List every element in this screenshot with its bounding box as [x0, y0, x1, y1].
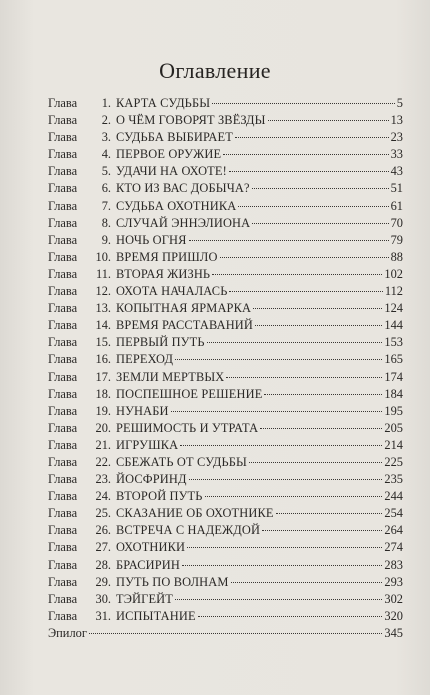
dot-leader — [205, 496, 383, 497]
dot-leader — [276, 513, 383, 514]
toc-entry — [48, 180, 403, 197]
toc-entry — [48, 471, 403, 488]
toc-entry-title: РЕШИМОСТЬ И УТРАТА — [116, 420, 259, 435]
toc-entry-number: 10. — [95, 249, 111, 264]
toc-entry-number: 1. — [101, 96, 111, 110]
toc-entry-prefix: Глава — [48, 113, 78, 128]
toc-entry-page: 184 — [384, 386, 403, 401]
toc-entry-prefix: Глава — [48, 130, 78, 145]
dot-leader — [175, 359, 382, 360]
toc-entry — [48, 112, 403, 129]
toc-entry — [48, 215, 403, 232]
toc-entry-number: 20. — [95, 420, 111, 435]
toc-entry — [48, 488, 403, 505]
toc-entry-number: 24. — [95, 489, 111, 504]
toc-entry — [48, 454, 403, 471]
toc-entry-prefix: Глава — [48, 198, 78, 213]
dot-leader — [182, 565, 382, 566]
toc-entry-number: 13. — [95, 301, 111, 316]
dot-leader — [235, 137, 389, 138]
toc-entry — [48, 369, 403, 386]
toc-entry-number: 11. — [95, 266, 111, 281]
dot-leader — [260, 428, 382, 429]
toc-entry-title: УДАЧИ НА ОХОТЕ! — [116, 164, 227, 179]
toc-entry — [48, 625, 403, 642]
toc-entry-number: 15. — [95, 335, 111, 350]
dot-leader — [189, 479, 383, 480]
toc-entry-number: 29. — [95, 574, 111, 589]
toc-entry-page: 144 — [384, 318, 403, 333]
toc-entry — [48, 163, 403, 180]
toc-entry — [48, 505, 403, 522]
toc-entry-prefix: Глава — [48, 386, 78, 401]
dot-leader — [226, 377, 382, 378]
toc-entry — [48, 591, 403, 608]
dot-leader — [264, 394, 382, 395]
toc-entry — [48, 608, 403, 625]
toc-entry-number: 4. — [101, 147, 111, 162]
toc-entry — [48, 266, 403, 283]
toc-entry-title: СЛУЧАЙ ЭННЭЛИОНА — [116, 215, 251, 230]
dot-leader — [223, 154, 388, 155]
dot-leader — [252, 188, 389, 189]
toc-entry-title: ВСТРЕЧА С НАДЕЖДОЙ — [116, 523, 261, 538]
toc-entry-title: ОХОТА НАЧАЛАСЬ — [116, 284, 228, 299]
toc-entry-prefix: Глава — [48, 403, 78, 418]
toc-entry-title: БРАСИРИН — [116, 557, 180, 572]
toc-entry-title: ОХОТНИКИ — [116, 540, 186, 555]
dot-leader — [252, 223, 388, 224]
toc-entry-number: 19. — [95, 403, 111, 418]
toc-entry — [48, 95, 403, 112]
toc-entry-prefix: Глава — [48, 369, 78, 384]
dot-leader — [180, 445, 382, 446]
toc-entry — [48, 129, 403, 146]
toc-entry-prefix: Глава — [48, 489, 78, 504]
dot-leader — [198, 616, 383, 617]
toc-entry-page: 51 — [390, 181, 403, 196]
toc-entry-page: 302 — [384, 591, 403, 606]
toc-entry-prefix: Глава — [48, 540, 78, 555]
toc-entry-prefix: Глава — [48, 96, 78, 110]
toc-entry-page: 70 — [390, 215, 403, 230]
dot-leader — [189, 240, 389, 241]
toc-entry — [48, 198, 403, 215]
toc-entry — [48, 574, 403, 591]
toc-entry-page: 79 — [390, 232, 403, 247]
toc-entry-number: 28. — [95, 557, 111, 572]
toc-entry-prefix: Глава — [48, 181, 78, 196]
toc-entry-number: 31. — [95, 608, 111, 623]
toc-entry-title: НУНАБИ — [116, 403, 169, 418]
toc-entry-prefix: Глава — [48, 608, 78, 623]
toc-entry-prefix: Эпилог — [48, 625, 87, 640]
toc-entry — [48, 232, 403, 249]
toc-entry-prefix: Глава — [48, 523, 78, 538]
toc-entry — [48, 351, 403, 368]
toc-entry — [48, 403, 403, 420]
toc-entry-prefix: Глава — [48, 301, 78, 316]
toc-entry — [48, 300, 403, 317]
dot-leader — [253, 308, 382, 309]
toc-entry-page: 33 — [390, 147, 403, 162]
toc-entry-page: 13 — [390, 113, 403, 128]
dot-leader — [231, 582, 383, 583]
dot-leader — [229, 171, 389, 172]
toc-entry-page: 124 — [384, 301, 403, 316]
toc-entry-page: 274 — [384, 540, 403, 555]
toc-entry — [48, 420, 403, 437]
toc-entry — [48, 522, 403, 539]
toc-entry-prefix: Глава — [48, 147, 78, 162]
dot-leader — [220, 257, 389, 258]
dot-leader — [175, 599, 382, 600]
toc-entry-prefix: Глава — [48, 215, 78, 230]
toc-entry-prefix: Глава — [48, 472, 78, 487]
dot-leader — [262, 530, 382, 531]
page-title: Оглавление — [159, 58, 271, 83]
toc-entry-title: ЗЕМЛИ МЕРТВЫХ — [116, 369, 225, 384]
toc-entry-page: 43 — [390, 164, 403, 179]
toc-entry-prefix: Глава — [48, 454, 78, 469]
toc-entry-number: 27. — [95, 540, 111, 555]
toc-entry-title: О ЧЁМ ГОВОРЯТ ЗВЁЗДЫ — [116, 113, 266, 128]
toc-entry-page: 244 — [384, 489, 403, 504]
toc-entry-number: 8. — [101, 215, 111, 230]
toc-entry-title: ВРЕМЯ ПРИШЛО — [116, 249, 218, 264]
toc-entry — [48, 334, 403, 351]
toc-entry — [48, 539, 403, 556]
dot-leader — [238, 206, 388, 207]
toc-entry-prefix: Глава — [48, 437, 78, 452]
toc-entry-title: ИГРУШКА — [116, 437, 179, 452]
toc-entry — [48, 249, 403, 266]
dot-leader — [89, 633, 383, 634]
toc-entry-number: 17. — [95, 369, 111, 384]
dot-leader — [212, 103, 395, 104]
toc-entry-prefix: Глава — [48, 557, 78, 572]
toc-entry-number: 18. — [95, 386, 111, 401]
toc-entry-page: 264 — [384, 523, 403, 538]
toc-entry-title: ЙОСФРИНД — [116, 472, 187, 487]
toc-entry-number: 21. — [95, 437, 111, 452]
toc-entry-title: ПОСПЕШНОЕ РЕШЕНИЕ — [116, 386, 263, 401]
toc-entry-page: 102 — [384, 266, 403, 281]
toc-entry-prefix: Глава — [48, 164, 78, 179]
dot-leader — [171, 411, 383, 412]
toc-entry-prefix: Глава — [48, 335, 78, 350]
toc-entry-prefix: Глава — [48, 249, 78, 264]
toc-entry-number: 5. — [101, 164, 111, 179]
toc-entry-title: КОПЫТНАЯ ЯРМАРКА — [116, 301, 252, 316]
toc-entry-page: 293 — [384, 574, 403, 589]
toc-entry-number: 30. — [95, 591, 111, 606]
toc-entry-number: 22. — [95, 454, 111, 469]
toc-entry-page: 112 — [384, 284, 403, 299]
toc-entry-number: 7. — [101, 198, 111, 213]
toc-entry-prefix: Глава — [48, 506, 78, 521]
toc-entry-number: 9. — [101, 232, 111, 247]
toc-entry-page: 345 — [384, 625, 403, 640]
toc-entry-number: 6. — [101, 181, 111, 196]
toc-entry — [48, 557, 403, 574]
toc-entry — [48, 437, 403, 454]
dot-leader — [187, 547, 382, 548]
toc-entry-page: 88 — [390, 249, 403, 264]
toc-entry-number: 25. — [95, 506, 111, 521]
toc-entry-title: ТЭЙГЕЙТ — [116, 591, 173, 606]
toc-entry — [48, 146, 403, 163]
toc-entry-page: 5 — [396, 96, 403, 110]
toc-entry-prefix: Глава — [48, 352, 78, 367]
toc-entry-title: СУДЬБА ОХОТНИКА — [116, 198, 237, 213]
toc-entry-page: 23 — [390, 130, 403, 145]
toc-entry-title: ВТОРОЙ ПУТЬ — [116, 489, 203, 504]
toc-entry-title: ПЕРВЫЙ ПУТЬ — [116, 335, 205, 350]
dot-leader — [212, 274, 382, 275]
dot-leader — [268, 120, 389, 121]
toc-entry-page: 205 — [384, 420, 403, 435]
toc-entry-page: 235 — [384, 472, 403, 487]
toc-entry-number: 23. — [95, 472, 111, 487]
toc-entry-title: НОЧЬ ОГНЯ — [116, 232, 187, 247]
toc-entry-title: ПУТЬ ПО ВОЛНАМ — [116, 574, 229, 589]
toc-entry-page: 283 — [384, 557, 403, 572]
toc-entry — [48, 283, 403, 300]
toc-entry-title: ИСПЫТАНИЕ — [116, 608, 196, 623]
toc-entry — [48, 317, 403, 334]
dot-leader — [255, 325, 382, 326]
toc-entry-page: 254 — [384, 506, 403, 521]
toc-entry-page: 320 — [384, 608, 403, 623]
toc-entry-title: СКАЗАНИЕ ОБ ОХОТНИКЕ — [116, 506, 274, 521]
dot-leader — [249, 462, 382, 463]
toc-entry-page: 61 — [390, 198, 403, 213]
toc-entry-title: СУДЬБА ВЫБИРАЕТ — [116, 130, 233, 145]
toc-entry-prefix: Глава — [48, 318, 78, 333]
toc-entry-number: 2. — [101, 113, 111, 128]
toc-entry-title: ПЕРЕХОД — [116, 352, 174, 367]
toc-entry-title: СБЕЖАТЬ ОТ СУДЬБЫ — [116, 454, 247, 469]
dot-leader — [207, 342, 383, 343]
toc-entry-prefix: Глава — [48, 266, 78, 281]
toc-entry — [48, 386, 403, 403]
toc-entry-title: ВТОРАЯ ЖИЗНЬ — [116, 266, 211, 281]
toc-entry-prefix: Глава — [48, 591, 78, 606]
toc-entry-title: ПЕРВОЕ ОРУЖИЕ — [116, 147, 222, 162]
toc-entry-number: 26. — [95, 523, 111, 538]
toc-entry-page: 195 — [384, 403, 403, 418]
toc-entry-page: 225 — [384, 454, 403, 469]
toc-entry-number: 3. — [101, 130, 111, 145]
toc-entry-page: 165 — [384, 352, 403, 367]
toc-entry-prefix: Глава — [48, 232, 78, 247]
toc-entry-number: 16. — [95, 352, 111, 367]
toc-entry-number: 12. — [95, 284, 111, 299]
toc-entry-title: КАРТА СУДЬБЫ — [116, 96, 211, 110]
table-of-contents — [48, 95, 403, 642]
toc-entry-page: 153 — [384, 335, 403, 350]
toc-entry-title: КТО ИЗ ВАС ДОБЫЧА? — [116, 181, 250, 196]
toc-entry-prefix: Глава — [48, 574, 78, 589]
toc-entry-number: 14. — [95, 318, 111, 333]
toc-entry-page: 174 — [384, 369, 403, 384]
toc-entry-title: ВРЕМЯ РАССТАВАНИЙ — [116, 318, 253, 333]
toc-entry-prefix: Глава — [48, 284, 78, 299]
dot-leader — [229, 291, 382, 292]
toc-entry-page: 214 — [384, 437, 403, 452]
toc-entry-prefix: Глава — [48, 420, 78, 435]
